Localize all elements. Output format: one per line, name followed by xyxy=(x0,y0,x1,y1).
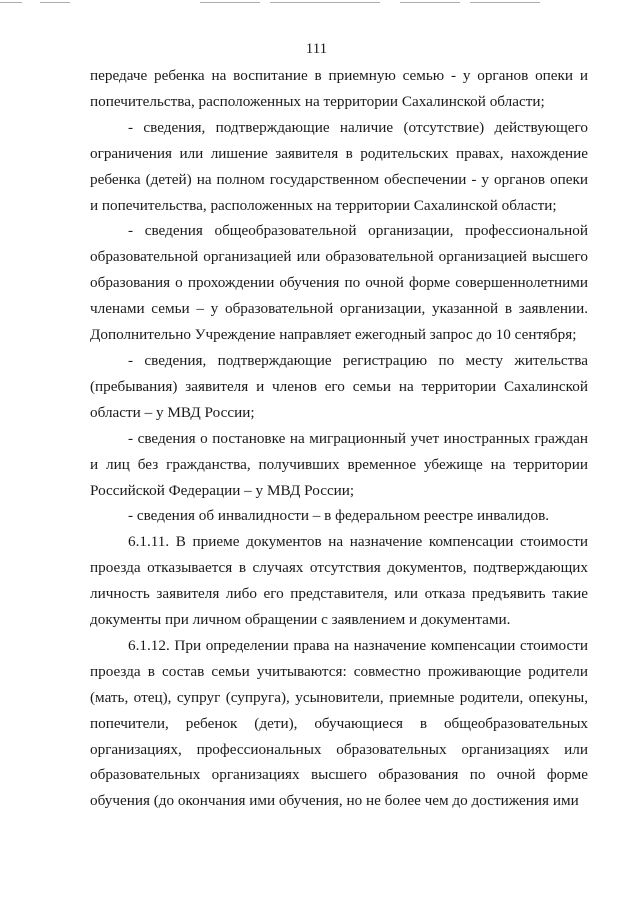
paragraph: передаче ребенка на воспитание в приемную семью - у органов опеки и попечительства, расположенных на территории Сахалинской области; xyxy=(90,67,588,110)
scan-artifact-strip xyxy=(0,0,633,8)
scan-mark xyxy=(40,2,70,3)
scan-mark xyxy=(270,2,380,3)
paragraph: - сведения общеобразовательной организации, профессиональной образовательной организацией или образовательной организацией высшего образования о прохождении обучения по очной форме совершеннолетними членами семьи – у образовательной организации, указанной в заявлении. Дополнительно Учреждение направляет ежегодный запрос до 10 сентября; xyxy=(90,222,588,344)
scan-mark xyxy=(0,2,22,3)
paragraph: - сведения о постановке на миграционный учет иностранных граждан и лиц без гражданства, получивших временное убежище на территории Российской Федерации – у МВД России; xyxy=(90,429,588,499)
document-body xyxy=(90,63,588,814)
scan-mark xyxy=(400,2,460,3)
paragraph: 6.1.12. При определении права на назначение компенсации стоимости проезда в состав семьи учитываются: совместно проживающие родители (мать, отец), супруг (супруга), усыновители, приемные родители, опекуны, попечители, ребенок (дети), обучающиеся в общеобразовательных организациях, профессиональных образовательных организациях или образовательных организациях высшего образования по очной форме обучения (до окончания ими обучения, но не более чем до достижения ими xyxy=(90,636,588,810)
paragraph: - сведения, подтверждающие наличие (отсутствие) действующего ограничения или лишение заявителя в родительских правах, нахождение ребенка (детей) на полном государственном обеспечении - у органов опеки и попечительства, расположенных на территории Сахалинской области; xyxy=(90,118,588,214)
page-number: 111 xyxy=(305,41,328,57)
paragraph: - сведения, подтверждающие регистрацию по месту жительства (пребывания) заявителя и членов его семьи на территории Сахалинской области – у МВД России; xyxy=(90,351,588,421)
scan-mark xyxy=(200,2,260,3)
paragraph: 6.1.11. В приеме документов на назначение компенсации стоимости проезда отказывается в случаях отсутствия документов, подтверждающих личность заявителя либо его представителя, или отказа предъявить такие документы при личном обращении с заявлением и документами. xyxy=(90,533,588,629)
scan-mark xyxy=(470,2,540,3)
paragraph: - сведения об инвалидности – в федеральном реестре инвалидов. xyxy=(128,507,550,525)
